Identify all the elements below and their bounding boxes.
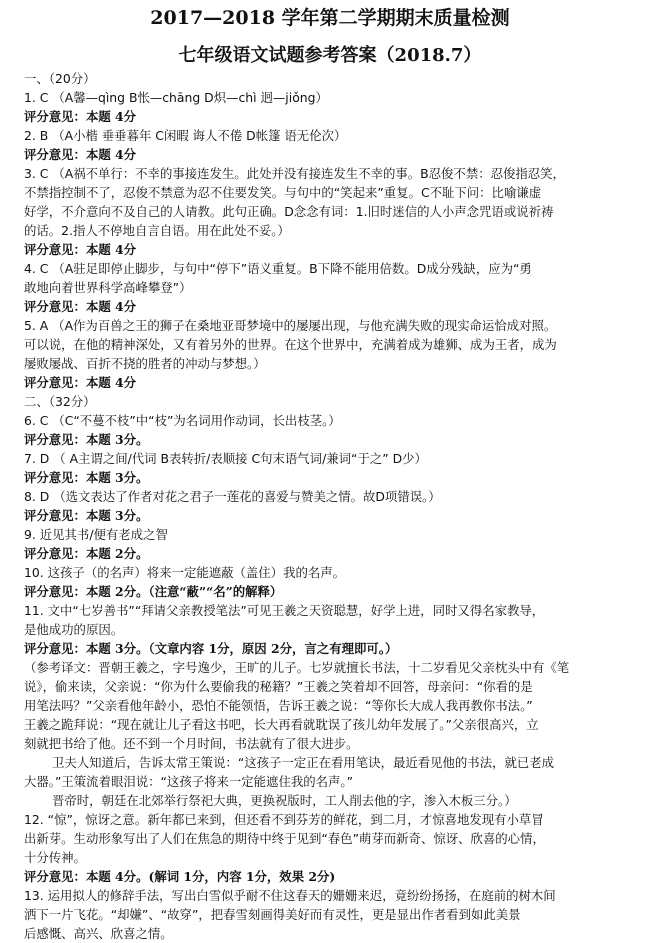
- answer-line: 用笔法吗？”父亲看他年龄小，恐怕不能领悟，告诉王羲之说：“等你长大成人我再教你书法。”: [24, 698, 533, 713]
- document-title: 2017—2018 学年第二学期期末质量检测: [150, 7, 510, 29]
- scoring-note: 评分意见：本题 4分: [24, 147, 137, 162]
- answer-line: 10. 这孩子（的名声）将来一定能遮蔽（盖住）我的名声。: [24, 565, 346, 580]
- answer-line: 屡败屡战、百折不挠的胜者的冲动与梦想。）: [24, 356, 266, 371]
- answer-line: 11. 文中“七岁善书”“拜请父亲教授笔法”可见王羲之天资聪慧，好学上进，同时又得名家教导，: [24, 603, 545, 618]
- answer-line: 12. “惊”，惊讶之意。新年都已来到，但还看不到芬芳的鲜花，到二月，才惊喜地发现有小草冒: [24, 812, 544, 827]
- answer-line: 不禁指控制不了，忍俊不禁意为忍不住要发笑。与句中的“笑起来”重复。C不耻下问：比喻谦虚: [24, 185, 542, 200]
- answer-line: 8. D （选文表达了作者对花之君子一莲花的喜爱与赞美之情。故D项错误。）: [24, 489, 441, 504]
- answer-line: 二、（32分）: [24, 394, 96, 409]
- answer-line: 晋帝时，朝廷在北郊举行祭祀大典，更换祝版时，工人削去他的字，渗入木板三分。）: [52, 793, 517, 808]
- answer-line-text: 1. C （A馨—qìng B怅—chāng D炽—chì 迥—jiǒng）: [24, 90, 328, 105]
- answer-line: （参考译文：晋朝王羲之，字号逸少，王旷的儿子。七岁就擅长书法，十二岁看见父亲枕头中有《笔: [24, 660, 570, 675]
- answer-line: 洒下一片飞花。“却嫌”、“故穿”，把春雪刻画得美好而有灵性，更是显出作者看到如此美景: [24, 907, 521, 922]
- answer-line: 敢地向着世界科学高峰攀登”）: [24, 280, 192, 295]
- answer-line: 可以说，在他的精神深处，又有着另外的世界。在这个世界中，充满着成为雄狮、成为王者，成为: [24, 337, 557, 352]
- answer-line: 13. 运用拟人的修辞手法，写出白雪似乎耐不住这春天的姗姗来迟，竟纷纷扬扬，在庭前的树木间: [24, 888, 556, 903]
- answer-line: 后感慨、高兴、欣喜之情。: [24, 926, 173, 941]
- answer-line: 6. C （C“不蔓不枝”中“枝”为名词用作动词，长出枝茎。）: [24, 413, 341, 428]
- scoring-note: 评分意见：本题 4分。(解词 1分，内容 1分，效果 2分): [24, 869, 336, 884]
- answer-line: 是他成功的原因。: [24, 622, 124, 637]
- answer-line: 4. C （A驻足即停止脚步，与句中“停下”语义重复。B下降不能用倍数。D成分残缺，应为“勇: [24, 261, 532, 276]
- answer-line: 十分传神。: [24, 850, 86, 865]
- answer-line: 3. C （A祸不单行：不幸的事接连发生。此处并没有接连发生不幸的事。B忍俊不禁：忍俊指忍笑，: [24, 166, 565, 181]
- answer-line: 2. B （A小楷 垂垂暮年 C闲暇 诲人不倦 D帐篷 语无伦次）: [24, 128, 347, 143]
- answer-line: 一、（20分）: [24, 71, 96, 86]
- answer-line: 王羲之跪拜说：“现在就让儿子看这书吧，长大再看就耽误了孩儿幼年发展了。”父亲很高兴，立: [24, 717, 539, 732]
- answer-line: 出新芽。生动形象写出了人们在焦急的期待中终于见到“春色”萌芽而新奇、惊讶、欣喜的心情，: [24, 831, 545, 846]
- answer-line: 说》，偷来读，父亲说：“你为什么要偷我的秘籍？”王羲之笑着却不回答，母亲问：“你看的是: [24, 679, 533, 694]
- scoring-note: 评分意见：本题 4分: [24, 375, 137, 390]
- scoring-note: 评分意见：本题 4分: [24, 299, 137, 314]
- scoring-note: 评分意见：本题 2分。（注意“蔽”“名”的解释）: [24, 584, 283, 599]
- answer-line: 大器。”王策流着眼泪说：“这孩子将来一定能遮住我的名声。”: [24, 774, 354, 789]
- scoring-note: 评分意见：本题 3分。: [24, 508, 149, 523]
- answer-line: 卫夫人知道后，告诉太常王策说：“这孩子一定正在看用笔诀，最近看见他的书法，就已老成: [52, 755, 555, 770]
- scoring-note: 评分意见：本题 3分。: [24, 432, 149, 447]
- scoring-note: 评分意见：本题 3分。: [24, 470, 149, 485]
- answer-line: [24, 88, 328, 107]
- answer-line: 7. D （ A主谓之间/代词 B表转折/表顺接 C句末语气词/兼词“于之” D少）: [24, 451, 427, 466]
- scoring-note: 评分意见：本题 2分。: [24, 546, 149, 561]
- answer-line: 9. 近见其书/便有老成之智: [24, 527, 168, 542]
- scoring-note: 评分意见：本题 3分。（文章内容 1分，原因 2分，言之有理即可。）: [24, 641, 398, 656]
- answer-line: 好学，不介意向不及自己的人请教。此句正确。D念念有词：1.旧时迷信的人小声念咒语或说祈祷: [24, 204, 554, 219]
- document-subtitle: 七年级语文试题参考答案（2018.7）: [178, 45, 482, 66]
- answer-line: 刻就把书给了他。还不到一个月时间，书法就有了很大进步。: [24, 736, 359, 751]
- scoring-note: 评分意见：本题 4分: [24, 109, 137, 124]
- answer-line: 的话。2.指人不停地自言自语。用在此处不妥。）: [24, 223, 290, 238]
- answer-line: 5. A （A作为百兽之王的狮子在桑地亚哥梦境中的屡屡出现，与他充满失败的现实命运恰成对照。: [24, 318, 557, 333]
- scoring-note: 评分意见：本题 4分: [24, 242, 137, 257]
